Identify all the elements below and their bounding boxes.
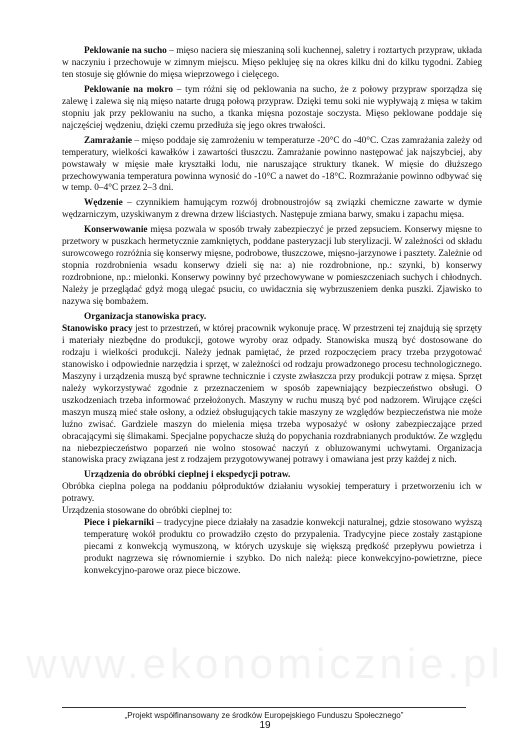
- term-peklowanie-na-sucho: Peklowanie na sucho: [84, 46, 167, 56]
- paragraph-text: – tym różni się od peklowania na sucho, że z połowy przypraw sporządza się zalewę i zalewa się nią mięso natarte drugą połową przypraw. Dzięki temu soki nie wypływają z mięsa w takim stopniu jak przy peklowaniu na sucho, a tkanka mięsna pozostaje soczysta. Mięso peklowane poddaje się najczęściej wędzeniu, dzięki czemu przedłuża się jego okres trwałości.: [62, 84, 482, 131]
- paragraph-piece: [62, 518, 482, 578]
- paragraph-text: – czynnikiem hamującym rozwój drobnoustrojów są związki chemiczne zawarte w dymie wędzarniczym, uzyskiwanym z drewna drzew liściastych. Następuje zmiana barwy, smaku i zapachu mięsa.: [62, 198, 482, 221]
- heading-urzadzenia: Urządzenia do obróbki cieplnej i ekspedycji potraw.: [84, 470, 291, 481]
- term-stanowisko-pracy: Stanowisko pracy: [62, 323, 133, 334]
- paragraph-peklowanie-na-mokro: [62, 85, 482, 133]
- footer-project-note: „Projekt współfinansowany ze środków Europejskiego Funduszu Społecznego”: [124, 711, 404, 720]
- paragraph-zamrazanie: [62, 136, 482, 196]
- term-zamrazanie: Zamrażanie: [84, 135, 133, 146]
- page-number: 19: [259, 720, 271, 731]
- paragraph-konserwowanie: [62, 225, 482, 309]
- paragraph-text: jest to przestrzeń, w której pracownik wykonuje pracę. W przestrzeni tej znajdują się sprzęty i materiały niezbędne do produkcji, gotowe wyroby oraz odpady. Stanowiska muszą być dostosowane do rodzaju i wielkości produkcji. Należy jednak pamiętać, że przed rozpoczęciem pracy trzeba przygotować stanowisko i odpowiednie narzędzia i sprzęt, w zależności od rodzaju prowadzonego procesu technologicznego. Maszyny i urządzenia muszą być sprawne technicznie i czyste zwłaszcza przy produkcji potraw z mięsa. Sprzęt należy wykorzystywać zgodnie z przeznaczeniem w sposób zapewniający bezpieczeństwo obsługi. O uszkodzeniach trzeba informować przełożonych. Maszyny w ruchu muszą być pod nadzorem. Wirujące części maszyn muszą mieć stałe osłony, a odzież obsługujących takie maszyny ze względów bezpieczeństwa nie może luźno zwisać. Gardziele maszyn do mielenia mięsa trzeba wyposażyć w osłony zabezpieczające przed obracającymi się ślimakami. Specjalne popychacze służą do popychania rozdrabnianych produktów. Ze względu na niebezpieczeństwo poparzeń nie wolno stosować naczyń z obluzowanymi uchwytami. Organizacja stanowiska pracy związana jest z rodzajem przygotowywanej potrawy i omawiana jest przy każdej z nich.: [62, 323, 482, 466]
- term-peklowanie-na-mokro: Peklowanie na mokro: [84, 84, 173, 95]
- heading-organizacja-stanowiska: Organizacja stanowiska pracy.: [84, 312, 207, 323]
- paragraph-obrobka-cieplna: Obróbka cieplna polega na poddaniu półproduktów działaniu wysokiej temperatury i przetworzeniu ich w potrawy.: [62, 482, 482, 505]
- term-piece-i-piekarniki: Piece i piekarniki: [84, 518, 154, 529]
- paragraph-peklowanie-na-sucho: [62, 46, 482, 82]
- term-konserwowanie: Konserwowanie: [84, 225, 148, 236]
- document-body: [62, 46, 482, 581]
- paragraph-text: – mięso poddaje się zamrożeniu w temperaturze -20°C do -40°C. Czas zamrażania zależy od temperatury, wielkości kawałków i zawartości tłuszczu. Zamrażanie powinno następować jak najszybciej, aby powstawały w mięsie małe kryształki lodu, nie naruszające struktury tkanek. W mięsie do dłuższego przechowywania temperatura powinna wynosić do -10°C a nawet do -18°C. Rozmrażanie powinno odbywać się w temp. 0–4°C przez 2–3 dni.: [62, 135, 482, 194]
- paragraph-text: mięsa pozwala w sposób trwały zabezpieczyć je przed zepsuciem. Konserwy mięsne to przetwory w puszkach hermetycznie zamkniętych, poddane pasteryzacji lub sterylizacji. W zależności od składu surowcowego rozróżnia się konserwy mięsne, podrobowe, tłuszczowe, mięsno-jarzynowe i pasztety. Zależnie od stopnia rozdrobnienia wsadu konserwy dzieli się na: a) nie rozdrobnione, np.: szynki, b) konserwy rozdrobnione, np.: mielonki. Konserwy powinny być przechowywane w pomieszczeniach suchych i chłodnych. Należy je przeglądać gdyż mogą ulegać psuciu, co uwidacznia się wybrzuszeniem denka puszki. Zjawisko to nazywa się bombażem.: [62, 225, 482, 308]
- paragraph-wedzenie: [62, 198, 482, 222]
- paragraph-text: – mięso naciera się mieszaniną soli kuchennej, saletry i roztartych przypraw, układa w naczyniu i przechowuje w zimnym miejscu. Mięso peklujeę się na okres kilku dni do kilku tygodni. Zabieg ten stosuje się głównie do mięsa wieprzowego i cielęcego.: [62, 46, 482, 80]
- paragraph-text: – tradycyjne piece działały na zasadzie konwekcji naturalnej, gdzie stosowano wyższą temperaturę wokół produktu co prowadziło często do przypalenia. Tradycyjne piece zostały zastąpione piecami z konwekcją wymuszoną, w których uzyskuje się większą prędkość przepływu powietrza i produkt nagrzewa się równomiernie i szybko. Do nich należą: piece konwekcyjno-powietrzne, piece konwekcyjno-parowe oraz piece biczowe.: [84, 518, 482, 577]
- footer-divider: [62, 707, 466, 708]
- paragraph-urzadzenia-lista: Urządzenia stosowane do obróbki cieplnej to:: [62, 506, 233, 517]
- watermark: www.ekonomicznie.pl: [26, 640, 504, 687]
- term-wedzenie: Wędzenie: [84, 198, 123, 209]
- paragraph-stanowisko-pracy: [62, 324, 482, 467]
